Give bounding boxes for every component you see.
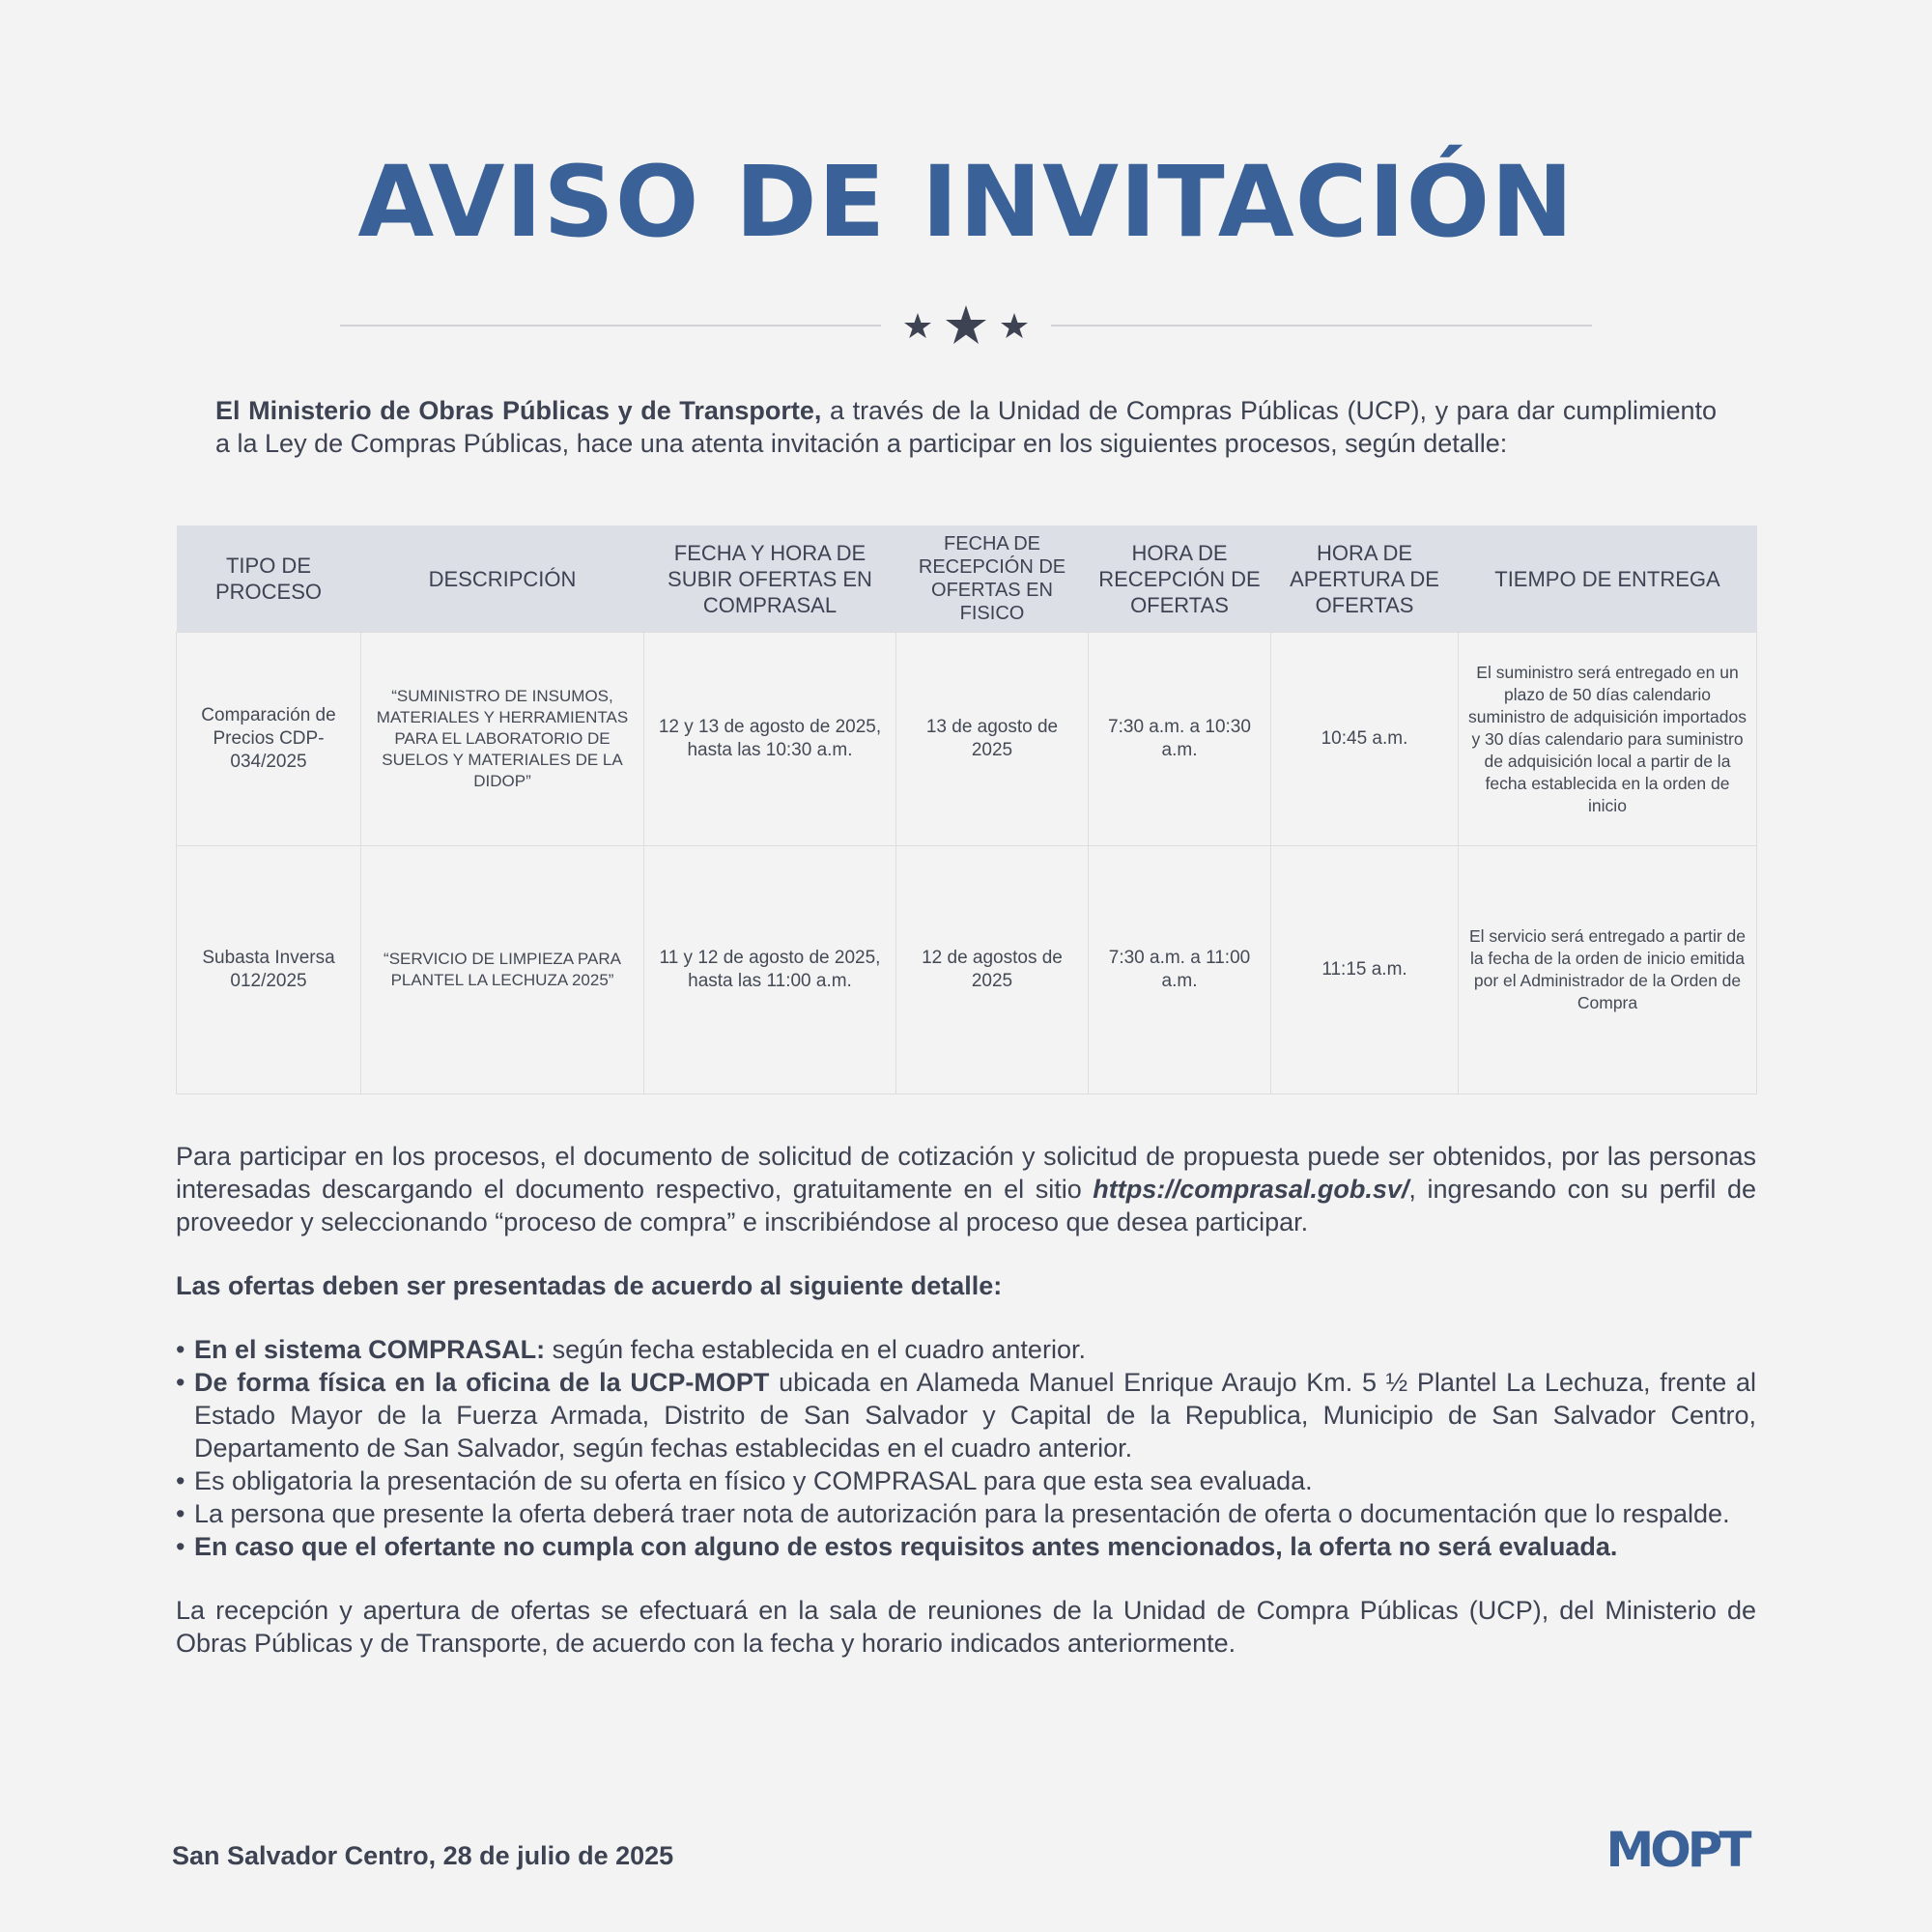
col-header-fecha-fisico: FECHA DE RECEPCIÓN DE OFERTAS EN FISICO (896, 526, 1089, 633)
title-divider (340, 301, 1592, 350)
cell-fecha-comprasal: 12 y 13 de agosto de 2025, hasta las 10:30 a.m. (644, 633, 896, 846)
cell-hora-recepcion: 7:30 a.m. a 10:30 a.m. (1089, 633, 1271, 846)
item2-text: ubicada en Alameda Manuel Enrique Araujo Km. 5 ½ Plantel La Lechuza, frente al Estado Mayor de la Fuerza Armada, Distrito de San Salvador y Capital de la Republica, Municipio de San Salvador Centro, Departamento de San Salvador, según fechas establecidas en el cuadro anterior. (194, 1368, 1756, 1463)
list-item (176, 1497, 1756, 1530)
comprasal-link[interactable]: https://comprasal.gob.sv/ (1093, 1175, 1409, 1204)
col-header-fecha-comprasal: FECHA Y HORA DE SUBIR OFERTAS EN COMPRASAL (644, 526, 896, 633)
divider-line-left (340, 325, 881, 327)
stars-icon (900, 301, 1032, 350)
item1-bold: En el sistema COMPRASAL: (194, 1335, 546, 1364)
star-small-right (1001, 313, 1028, 338)
cell-tiempo-entrega: El servicio será entregado a partir de la fecha de la orden de inicio emitida por el Administrador de la Orden de Compra (1459, 846, 1757, 1094)
item4-text: La persona que presente la oferta deberá traer nota de autorización para la presentación de oferta o documentación que lo respalde. (194, 1499, 1730, 1528)
col-header-tipo: TIPO DE PROCESO (177, 526, 361, 633)
list-item (176, 1530, 1756, 1563)
cell-descripcion: “SERVICIO DE LIMPIEZA PARA PLANTEL LA LECHUZA 2025” (361, 846, 644, 1094)
svg-text:MOPT: MOPT (1605, 1824, 1748, 1872)
cell-tipo: Comparación de Precios CDP-034/2025 (177, 633, 361, 846)
cell-descripcion: “SUMINISTRO DE INSUMOS, MATERIALES Y HERRAMIENTAS PARA EL LABORATORIO DE SUELOS Y MATERIALES DE LA DIDOP” (361, 633, 644, 846)
cell-hora-apertura: 11:15 a.m. (1271, 846, 1459, 1094)
item1-text: según fecha establecida en el cuadro anterior. (545, 1335, 1086, 1364)
table-row (177, 846, 1757, 1094)
table-row (177, 633, 1757, 846)
star-large-center (946, 305, 986, 344)
list-item (176, 1366, 1756, 1464)
list-item (176, 1464, 1756, 1497)
participation-paragraph (176, 1140, 1756, 1238)
footer-date: San Salvador Centro, 28 de julio de 2025 (172, 1841, 674, 1870)
participation-text-1: Para participar en los procesos, el documento de solicitud de cotización y solicitud de propuesta puede ser obtenidos, por las personas interesadas descargando el documento respectivo, gratuitamente en el sitio (176, 1142, 1756, 1204)
cell-tiempo-entrega: El suministro será entregado en un plazo de 50 días calendario suministro de adquisición importados y 30 días calendario para suministro de adquisición local a partir de la fecha establecida en la orden de inicio (1459, 633, 1757, 846)
cell-fecha-comprasal: 11 y 12 de agosto de 2025, hasta las 11:00 a.m. (644, 846, 896, 1094)
divider-line-right (1051, 325, 1592, 327)
requirements-heading: Las ofertas deben ser presentadas de acuerdo al siguiente detalle: (176, 1271, 1003, 1300)
list-item (176, 1333, 1756, 1366)
cell-hora-recepcion: 7:30 a.m. a 11:00 a.m. (1089, 846, 1271, 1094)
participation-text-2: , ingresando con su perfil de proveedor y seleccionando “proceso de compra” e inscribiéndose al proceso que desea participar. (176, 1175, 1756, 1236)
cell-fecha-fisico: 13 de agosto de 2025 (896, 633, 1089, 846)
col-header-hora-apertura: HORA DE APERTURA DE OFERTAS (1271, 526, 1459, 633)
mopt-logo (1602, 1824, 1752, 1872)
col-header-tiempo-entrega: TIEMPO DE ENTREGA (1459, 526, 1757, 633)
cell-hora-apertura: 10:45 a.m. (1271, 633, 1459, 846)
closing-paragraph: La recepción y apertura de ofertas se efectuará en la sala de reuniones de la Unidad de Compra Públicas (UCP), del Ministerio de Obras Públicas y de Transporte, de acuerdo con la fecha y horario indicados anteriormente. (176, 1596, 1756, 1658)
requirements-list (176, 1333, 1756, 1563)
item3-text: Es obligatoria la presentación de su oferta en físico y COMPRASAL para que esta sea evaluada. (194, 1466, 1313, 1495)
cell-tipo: Subasta Inversa 012/2025 (177, 846, 361, 1094)
cell-fecha-fisico: 12 de agostos de 2025 (896, 846, 1089, 1094)
table-header-row (177, 526, 1757, 633)
col-header-hora-recepcion: HORA DE RECEPCIÓN DE OFERTAS (1089, 526, 1271, 633)
col-header-descripcion: DESCRIPCIÓN (361, 526, 644, 633)
star-small-left (904, 313, 931, 338)
page-title: AVISO DE INVITACIÓN (357, 145, 1575, 260)
item2-bold: De forma física en la oficina de la UCP-MOPT (194, 1368, 770, 1397)
body-text (176, 1140, 1756, 1660)
intro-paragraph (215, 394, 1717, 460)
intro-text: a través de la Unidad de Compras Públicas (UCP), y para dar cumplimiento a la Ley de Compras Públicas, hace una atenta invitación a participar en los siguientes procesos, según detalle: (215, 396, 1717, 458)
item5-bold: En caso que el ofertante no cumpla con alguno de estos requisitos antes mencionados, la oferta no será evaluada. (194, 1532, 1618, 1561)
ministry-name: El Ministerio de Obras Públicas y de Transporte, (215, 396, 822, 425)
process-table (176, 526, 1757, 1094)
